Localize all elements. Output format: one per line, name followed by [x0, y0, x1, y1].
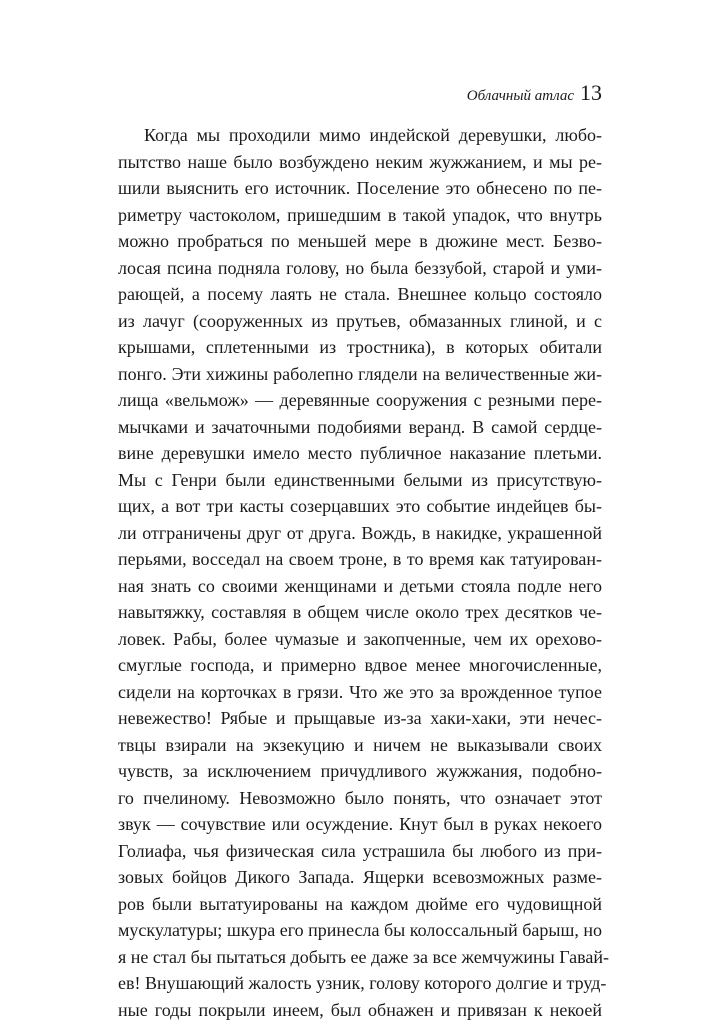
text-line: твцы взирали на экзекуцию и ничем не выказывали своих: [118, 732, 602, 759]
text-line: зовых бойцов Дикого Запада. Ящерки всевозможных разме-: [118, 864, 602, 891]
text-line: го пчелиному. Невозможно было понять, что означает этот: [118, 785, 602, 812]
text-line: ная знать со своими женщинами и детьми стояла подле него: [118, 573, 602, 600]
text-line: ли отграничены друг от друга. Вождь, в накидке, украшенной: [118, 520, 602, 547]
text-line: я не стал бы пытаться добыть ее даже за все жемчужины Гавай-: [118, 944, 602, 971]
text-line: лосая псина подняла голову, но была беззубой, старой и уми-: [118, 255, 602, 282]
text-line: смуглые господа, и примерно вдвое менее многочисленные,: [118, 652, 602, 679]
text-line: сидели на корточках в грязи. Что же это за врожденное тупое: [118, 679, 602, 706]
text-line: ловек. Рабы, более чумазые и закопченные, чем их орехово-: [118, 626, 602, 653]
text-line: мычками и зачаточными подобиями веранд. В самой сердце-: [118, 414, 602, 441]
running-head: [467, 80, 602, 110]
running-title: Облачный атлас: [467, 88, 574, 105]
text-line: ев! Внушающий жалость узник, голову которого долгие и труд-: [118, 970, 602, 997]
text-line: пытство наше было возбуждено неким жужжанием, и мы ре-: [118, 149, 602, 176]
text-line: крышами, сплетенными из тростника), в которых обитали: [118, 334, 602, 361]
text-line: Когда мы проходили мимо индейской деревушки, любо-: [118, 122, 602, 149]
text-line: перьями, восседал на своем троне, в то время как татуирован-: [118, 546, 602, 573]
text-line: понго. Эти хижины раболепно глядели на величественные жи-: [118, 361, 602, 388]
text-line: ров были вытатуированы на каждом дюйме его чудовищной: [118, 891, 602, 918]
text-line: рающей, а посему лаять не стала. Внешнее кольцо состояло: [118, 281, 602, 308]
text-line: Голиафа, чья физическая сила устрашила бы любого из при-: [118, 838, 602, 865]
text-line: мускулатуры; шкура его принесла бы колоссальный барыш, но: [118, 917, 602, 944]
text-line: Мы с Генри были единственными белыми из присутствую-: [118, 467, 602, 494]
text-line: шили выяснить его источник. Поселение это обнесено по пе-: [118, 175, 602, 202]
text-line: из лачуг (сооруженных из прутьев, обмазанных глиной, и с: [118, 308, 602, 335]
page-number: 13: [580, 80, 602, 106]
text-line: навытяжку, составляя в общем числе около трех десятков че-: [118, 599, 602, 626]
text-line: можно пробраться по меньшей мере в дюжине мест. Безво-: [118, 228, 602, 255]
body-text: [118, 122, 602, 1023]
text-line: щих, а вот три касты созерцавших это событие индейцев бы-: [118, 493, 602, 520]
text-line: невежество! Рябые и прыщавые из-за хаки-хаки, эти нечес-: [118, 705, 602, 732]
text-line: лища «вельмож» — деревянные сооружения с резными пере-: [118, 387, 602, 414]
text-line: вине деревушки имело место публичное наказание плетьми.: [118, 440, 602, 467]
text-line: ные годы покрыли инеем, был обнажен и привязан к некоей: [118, 997, 602, 1023]
text-line: чувств, за исключением причудливого жужжания, подобно-: [118, 758, 602, 785]
text-line: риметру частоколом, пришедшим в такой упадок, что внутрь: [118, 202, 602, 229]
text-line: звук — сочувствие или осуждение. Кнут был в руках некоего: [118, 811, 602, 838]
